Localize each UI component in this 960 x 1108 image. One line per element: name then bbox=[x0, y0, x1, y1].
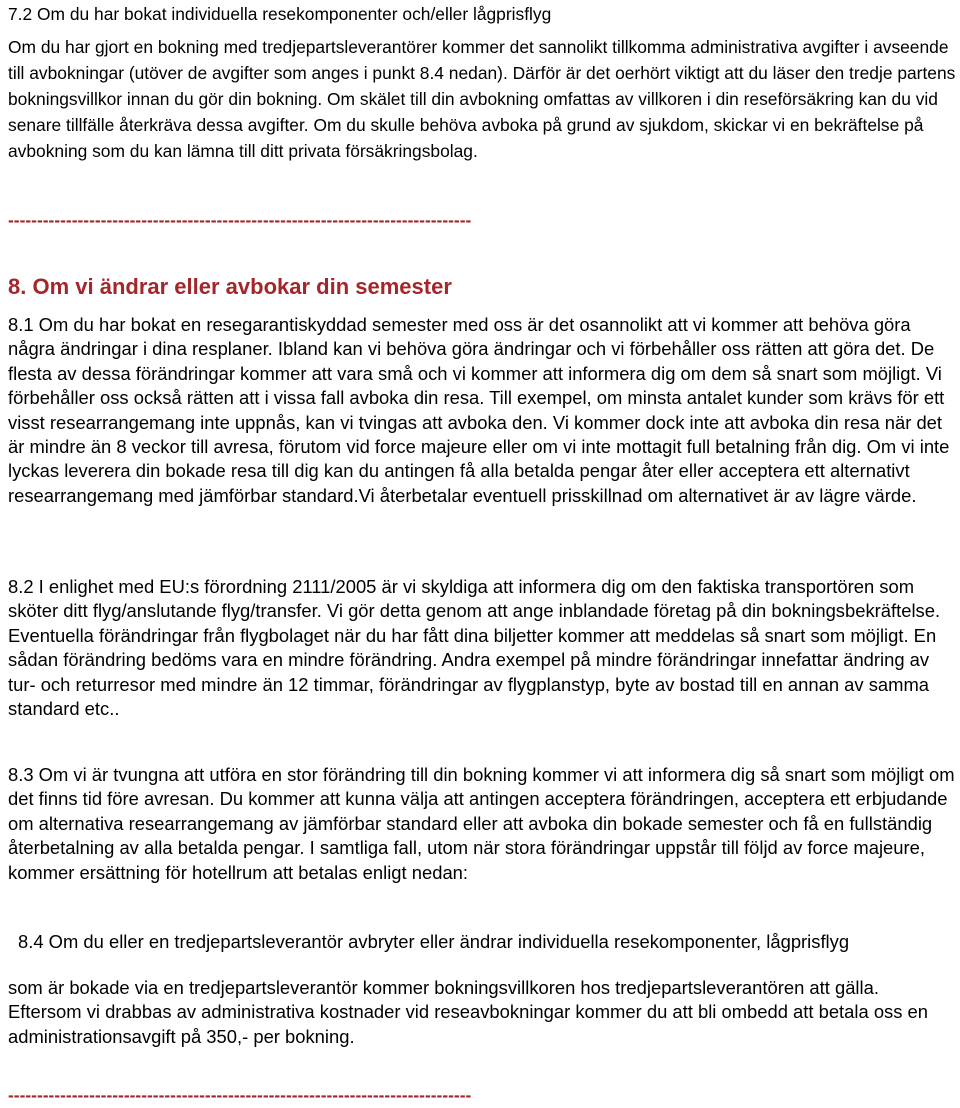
paragraph-8-1: 8.1 Om du har bokat en resegarantiskyddad semester med oss är det osannolikt att vi kommer att behöva göra några ändringar i dina resplaner. Ibland kan vi behöva göra ändringar och vi förbehåller oss rätten att göra det. De flesta av dessa förändringar kommer att vara små och vi kommer att informera dig om dem så snart som möjligt. Vi förbehåller oss också rätten att i vissa fall avboka din resa. Till exempel, om minsta antalet kunder som krävs för ett visst researrangemang inte uppnås, kan vi tvingas att avboka den. Vi kommer dock inte att avboka din resa när det är mindre än 8 veckor till avresa, förutom vid force majeure eller om vi inte mottagit full betalning från dig. Om vi inte lyckas leverera din bokade resa till dig kan du antingen få alla betalda pengar åter eller acceptera ett alternativt researrangemang med jämförbar standard.Vi återbetalar eventuell prisskillnad om alternativet är av lägre värde. bbox=[8, 314, 950, 506]
paragraph-8-2: 8.2 I enlighet med EU:s förordning 2111/2005 är vi skyldiga att informera dig om den faktiska transportören som sköter ditt flyg/anslutande flyg/transfer. Vi gör detta genom att ange inblandade företag på din bokningsbekräftelse. Eventuella förändringar från flygbolaget när du har fått dina biljetter kommer att meddelas så snart som möjligt. En sådan förändring bedöms vara en mindre förändring. Andra exempel på mindre förändringar innefattar ändring av tur- och returresor med mindre än 12 timmar, förändringar av flygplanstyp, byte av bostad till en annan av samma standard etc.. bbox=[8, 576, 941, 720]
section-divider: -------------------------------------------------------------------------------- bbox=[8, 210, 472, 230]
section-7-2-body: Om du har gjort en bokning med tredjepartsleverantörer kommer det sannolikt tillkomma administrativa avgifter i avseende till avbokningar (utöver de avgifter som anges i punkt 8.4 nedan). Därför är det oerhört viktigt att du läser den tredje partens bokningsvillkor innan du gör din bokning. Om skälet till din avbokning omfattas av villkoren i din reseförsäkring kan du vid senare tillfälle återkräva dessa avgifter. Om du skulle behöva avboka på grund av sjukdom, skickar vi en bekräftelse på avbokning som du kan lämna till ditt privata försäkringsbolag. bbox=[8, 37, 956, 161]
section-8-heading: 8. Om vi ändrar eller avbokar din semester bbox=[8, 274, 452, 299]
section-7-2-title: 7.2 Om du har bokat individuella resekomponenter och/eller lågprisflyg bbox=[8, 4, 552, 24]
paragraph-8-4-body: som är bokade via en tredjepartsleverantör kommer bokningsvillkoren hos tredjepartsleverantören att gälla. Eftersom vi drabbas av administrativa kostnader vid reseavbokningar kommer du att bli ombedd att betala oss en administrationsavgift på 350,- per bokning. bbox=[8, 977, 928, 1047]
paragraph-8-4-title: 8.4 Om du eller en tredjepartsleverantör avbryter eller ändrar individuella resekomponenter, lågprisflyg bbox=[18, 931, 850, 952]
paragraph-8-3: 8.3 Om vi är tvungna att utföra en stor förändring till din bokning kommer vi att informera dig så snart som möjligt om det finns tid före avresan. Du kommer att kunna välja att antingen acceptera förändringen, acceptera ett erbjudande om alternativa researrangemang av jämförbar standard eller att avboka din bokade semester och få en fullständig återbetalning av alla betalda pengar. I samtliga fall, utom när stora förändringar uppstår till följd av force majeure, kommer ersättning för hotellrum att betalas enligt nedan: bbox=[8, 764, 955, 883]
section-divider-bottom: -------------------------------------------------------------------------------- bbox=[8, 1085, 472, 1105]
